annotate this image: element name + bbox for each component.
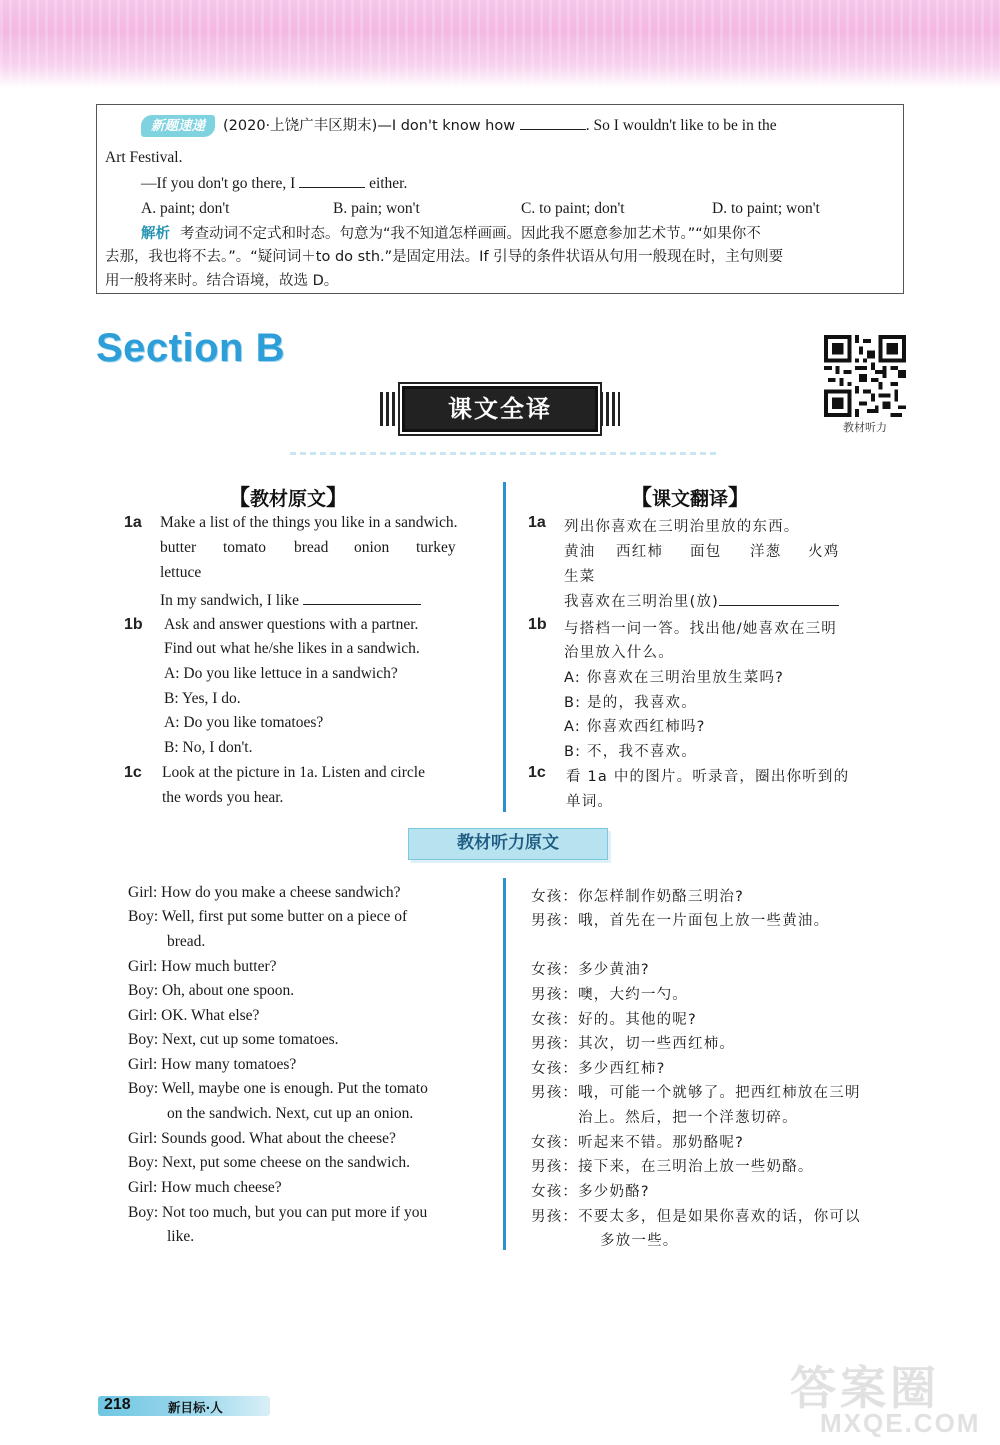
dialogue-cn-line: 男孩：哦，可能一个就够了。把西红柿放在三明 [531,1085,861,1101]
dialogue-cn-line: 女孩：好的。其他的呢? [531,1012,697,1028]
word-tomato-cn: 西红柿 [616,544,664,560]
left-1b-line: Find out what he/she likes in a sandwich. [164,640,420,657]
analysis-line-1: 解析 考查动词不定式和时态。句意为“我不知道怎样画画。因此我不愿意参加艺术节。”“如果你不 [141,226,761,242]
dialogue-en-line: Girl: How much cheese? [128,1179,282,1196]
dialogue-cn-line: 男孩：其次，切一些西红柿。 [531,1036,736,1052]
dialogue-en-line: Boy: Oh, about one spoon. [128,982,295,999]
book-name: 新目标·人 [168,1400,223,1415]
banner-title: 课文全译 [402,386,598,432]
left-1c-line: Look at the picture in 1a. Listen and circle [162,764,425,781]
watermark-logo: 答案圈 MXQE.COM [790,1361,981,1438]
item-number: 1b [528,616,547,633]
right-1a-fill-line: 我喜欢在三明治里(放) [564,590,839,611]
section-title: Section B [96,326,285,370]
header-decoration [0,0,1000,88]
word-onion: onion [354,539,390,556]
dotted-divider [290,452,720,455]
bracket-left-icon: 【 [228,486,251,511]
dialogue-divider [503,878,506,1250]
word-turkey-cn: 火鸡 [808,544,840,560]
dialogue-en-line: Girl: Sounds good. What about the cheese? [128,1130,396,1147]
word-onion-cn: 洋葱 [750,544,782,560]
option-d: D. to paint; won't [712,200,820,217]
word-turkey: turkey [416,539,456,556]
answer-blank [520,114,586,130]
dialogue-cn-line: 女孩：多少黄油? [531,962,650,978]
bracket-left-icon: 【 [630,486,653,511]
answer-blank [303,589,421,605]
word-lettuce-cn: 生菜 [564,569,596,585]
answer-blank [299,172,365,188]
right-1b-line: B: 不，我不喜欢。 [564,744,697,760]
left-1b-line: B: No, I don't. [164,739,253,756]
dialogue-en-line: Girl: How do you make a cheese sandwich? [128,884,401,901]
answer-blank [719,590,839,606]
page-number: 218 [104,1396,131,1413]
banner-stripes-left [380,392,400,426]
banner-stripes-right [600,392,620,426]
word-butter-cn: 黄油 [564,544,596,560]
left-1b-line: A: Do you like tomatoes? [164,714,324,731]
left-1a-fill-line: In my sandwich, I like [160,589,421,610]
right-1b-line: B: 是的，我喜欢。 [564,695,697,711]
dialogue-en-line: bread. [167,933,206,950]
dialogue-en-line: Boy: Well, maybe one is enough. Put the tomato [128,1080,428,1097]
left-1b-line: A: Do you like lettuce in a sandwich? [164,665,398,682]
dialogue-cn-line: 女孩：听起来不错。那奶酪呢? [531,1135,744,1151]
column-divider [503,482,506,812]
right-1b-line: 治里放入什么。 [564,645,674,661]
dialogue-en-line: Boy: Not too much, but you can put more if you [128,1204,428,1221]
listening-section-label: 教材听力原文 [408,828,608,860]
right-1a-line: 列出你喜欢在三明治里放的东西。 [564,519,800,535]
right-1c-line: 看 1a 中的图片。听录音，圈出你听到的 [566,769,850,785]
dialogue-cn-line: 多放一些。 [600,1233,679,1249]
right-1b-line: A: 你喜欢西红柿吗? [564,719,706,735]
right-1c-line: 单词。 [566,794,614,810]
item-number: 1c [528,764,546,781]
left-column-header: 【教材原文】 [228,486,349,511]
left-1c-line: the words you hear. [162,789,284,806]
dialogue-cn-line: 男孩：噢，大约一勺。 [531,987,688,1003]
bracket-right-icon: 】 [326,486,349,511]
qr-caption: 教材听力 [843,421,887,434]
word-butter: butter [160,539,197,556]
item-number: 1c [124,764,142,781]
dialogue-cn-line: 男孩：不要太多，但是如果你喜欢的话，你可以 [531,1209,861,1225]
left-1a-line: Make a list of the things you like in a sandwich. [160,514,458,531]
dialogue-cn-line: 治上。然后，把一个洋葱切碎。 [578,1110,798,1126]
word-lettuce: lettuce [160,564,202,581]
analysis-line-3: 用一般将来时。结合语境，故选 D。 [105,273,339,289]
dialogue-cn-line: 女孩：你怎样制作奶酪三明治? [531,889,744,905]
word-bread-cn: 面包 [690,544,722,560]
right-1b-line: 与搭档一问一答。找出他/她喜欢在三明 [564,621,837,637]
right-column-header: 【课文翻译】 [630,486,751,511]
dialogue-en-line: Girl: How many tomatoes? [128,1056,297,1073]
analysis-line-2: 去那，我也将不去。”。“疑问词＋to do sth.”是固定用法。If 引导的条件状语从句用一般现在时，主句则要 [105,249,784,265]
dialogue-en-line: Boy: Next, put some cheese on the sandwich. [128,1154,410,1171]
right-1b-line: A: 你喜欢在三明治里放生菜吗? [564,670,785,686]
dialogue-cn-line: 男孩：哦，首先在一片面包上放一些黄油。 [531,913,830,929]
option-c: C. to paint; don't [521,200,625,217]
exercise-line-2: Art Festival. [105,149,183,166]
qr-code-icon [824,335,906,417]
dialogue-en-line: Girl: OK. What else? [128,1007,260,1024]
new-question-tag: 新题速递 [141,115,215,137]
bracket-right-icon: 】 [728,486,751,511]
option-b: B. pain; won't [333,200,420,217]
exercise-question-line: 新题速递 (2020·上饶广丰区期末)—I don't know how . So I wouldn't like to be in the [141,113,777,139]
translation-banner [380,386,620,432]
word-tomato: tomato [223,539,267,556]
option-a: A. paint; don't [141,200,230,217]
dialogue-cn-line: 女孩：多少西红柿? [531,1061,666,1077]
word-bread: bread [294,539,329,556]
dialogue-en-line: like. [167,1228,195,1245]
dialogue-en-line: Boy: Next, cut up some tomatoes. [128,1031,339,1048]
item-number: 1a [124,514,142,531]
analysis-label: 解析 [141,226,170,242]
item-number: 1b [124,616,143,633]
dialogue-en-line: Boy: Well, first put some butter on a piece of [128,908,408,925]
exercise-box [96,104,904,294]
dialogue-en-line: Girl: How much butter? [128,958,277,975]
item-number: 1a [528,514,546,531]
exercise-line-3: —If you don't go there, I either. [141,171,407,196]
dialogue-en-line: on the sandwich. Next, cut up an onion. [167,1105,414,1122]
dialogue-cn-line: 女孩：多少奶酪? [531,1184,650,1200]
left-1b-line: Ask and answer questions with a partner. [164,616,419,633]
dialogue-cn-line: 男孩：接下来，在三明治上放一些奶酪。 [531,1159,814,1175]
left-1b-line: B: Yes, I do. [164,690,241,707]
